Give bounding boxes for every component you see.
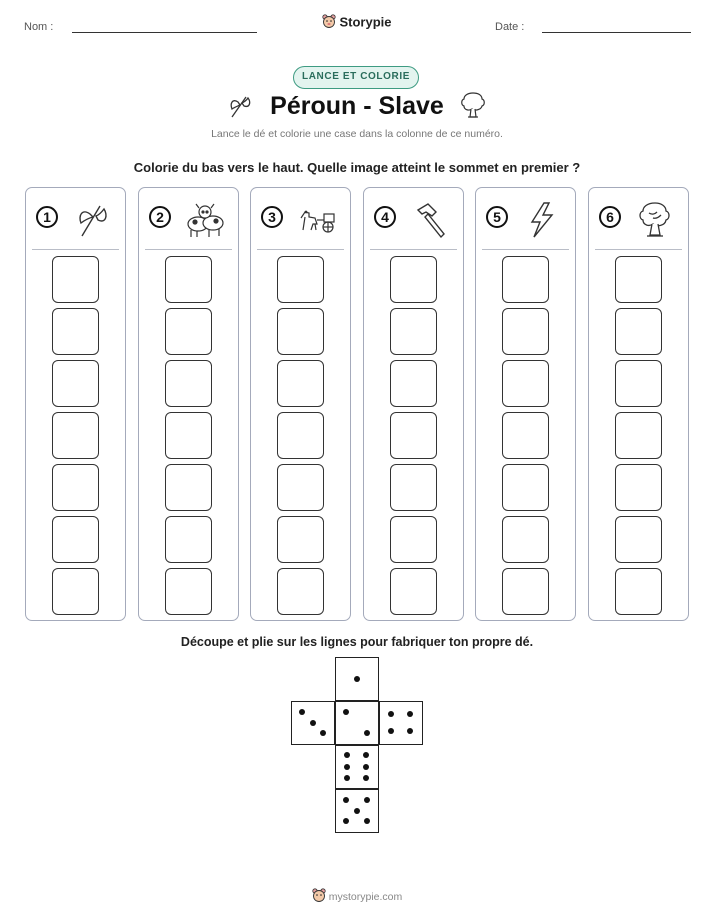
column-divider (482, 249, 569, 250)
dice-pip (407, 711, 413, 717)
dice-column-5 (475, 187, 576, 621)
color-box[interactable] (615, 412, 662, 459)
dice-pip (343, 709, 349, 715)
dice-pip (388, 728, 394, 734)
color-box[interactable] (615, 568, 662, 615)
color-box[interactable] (390, 308, 437, 355)
dice-pip (354, 676, 360, 682)
dice-pip (320, 730, 326, 736)
color-box[interactable] (502, 516, 549, 563)
tree-title-icon (458, 90, 488, 125)
dice-column-1 (25, 187, 126, 621)
color-box[interactable] (165, 568, 212, 615)
activity-badge: LANCE ET COLORIE (293, 66, 419, 89)
color-box[interactable] (502, 412, 549, 459)
cattle-icon (185, 200, 225, 240)
dice-pip (407, 728, 413, 734)
storypie-logo-icon (322, 14, 336, 32)
column-number-1: 1 (36, 206, 58, 228)
dice-instruction: Découpe et plie sur les lignes pour fabriquer ton propre dé. (180, 635, 534, 649)
dice-pip (363, 764, 369, 770)
date-label: Date : (495, 21, 525, 33)
dice-face-2 (335, 701, 379, 745)
brand-name: Storypie (339, 14, 392, 30)
dice-pip (344, 775, 350, 781)
color-box[interactable] (390, 516, 437, 563)
brand (0, 14, 714, 32)
dice-pip (344, 764, 350, 770)
color-box[interactable] (390, 568, 437, 615)
dice-face-6 (335, 745, 379, 789)
instruction-text: Colorie du bas vers le haut. Quelle image atteint le sommet en premier ? (133, 160, 581, 175)
color-box[interactable] (165, 412, 212, 459)
oak-tree-icon (635, 200, 675, 240)
color-box[interactable] (165, 256, 212, 303)
color-box[interactable] (277, 464, 324, 511)
color-box[interactable] (502, 360, 549, 407)
dice-column-3 (250, 187, 351, 621)
page-title: Péroun - Slave (270, 92, 444, 120)
color-box[interactable] (277, 516, 324, 563)
color-box[interactable] (615, 516, 662, 563)
hammer-icon (410, 200, 450, 240)
column-number-3: 3 (261, 206, 283, 228)
dice-face-5 (335, 789, 379, 833)
color-box[interactable] (165, 360, 212, 407)
color-box[interactable] (52, 412, 99, 459)
color-box[interactable] (52, 308, 99, 355)
color-box[interactable] (390, 464, 437, 511)
color-box[interactable] (390, 256, 437, 303)
dice-pip (388, 711, 394, 717)
dice-pip (343, 797, 349, 803)
color-box[interactable] (390, 412, 437, 459)
dice-pip (299, 709, 305, 715)
column-number-6: 6 (599, 206, 621, 228)
column-number-2: 2 (149, 206, 171, 228)
column-divider (32, 249, 119, 250)
footer (0, 888, 714, 906)
color-box[interactable] (277, 568, 324, 615)
dice-face-3 (291, 701, 335, 745)
color-box[interactable] (52, 516, 99, 563)
dice-pip (363, 752, 369, 758)
dice-pip (364, 797, 370, 803)
column-divider (257, 249, 344, 250)
color-box[interactable] (165, 464, 212, 511)
color-box[interactable] (52, 464, 99, 511)
color-box[interactable] (277, 360, 324, 407)
name-label: Nom : (24, 21, 54, 33)
dice-pip (363, 775, 369, 781)
dice-pip (354, 808, 360, 814)
dice-pip (344, 752, 350, 758)
color-box[interactable] (615, 360, 662, 407)
color-box[interactable] (277, 256, 324, 303)
horse-cart-icon (297, 200, 337, 240)
dice-column-4 (363, 187, 464, 621)
color-box[interactable] (615, 464, 662, 511)
dice-column-2 (138, 187, 239, 621)
color-box[interactable] (502, 256, 549, 303)
color-box[interactable] (502, 308, 549, 355)
color-box[interactable] (615, 308, 662, 355)
dice-face-4 (379, 701, 423, 745)
dice-face-1 (335, 657, 379, 701)
dice-pip (343, 818, 349, 824)
date-line[interactable] (542, 32, 691, 33)
color-box[interactable] (502, 464, 549, 511)
column-number-5: 5 (486, 206, 508, 228)
column-divider (145, 249, 232, 250)
color-box[interactable] (165, 516, 212, 563)
column-divider (370, 249, 457, 250)
footer-url: mystorypie.com (328, 890, 403, 903)
color-box[interactable] (52, 360, 99, 407)
axe-icon (72, 200, 112, 240)
color-box[interactable] (52, 568, 99, 615)
page-subtitle: Lance le dé et colorie une case dans la colonne de ce numéro. (211, 128, 503, 140)
name-line[interactable] (72, 32, 257, 33)
dice-pip (364, 730, 370, 736)
dice-pip (364, 818, 370, 824)
color-box[interactable] (277, 412, 324, 459)
color-box[interactable] (502, 568, 549, 615)
color-box[interactable] (52, 256, 99, 303)
color-box[interactable] (165, 308, 212, 355)
color-box[interactable] (277, 308, 324, 355)
column-number-4: 4 (374, 206, 396, 228)
color-box[interactable] (615, 256, 662, 303)
lightning-icon (522, 200, 562, 240)
color-box[interactable] (390, 360, 437, 407)
storypie-footer-logo-icon (312, 888, 326, 906)
dice-pip (310, 720, 316, 726)
column-divider (595, 249, 682, 250)
dice-column-6 (588, 187, 689, 621)
